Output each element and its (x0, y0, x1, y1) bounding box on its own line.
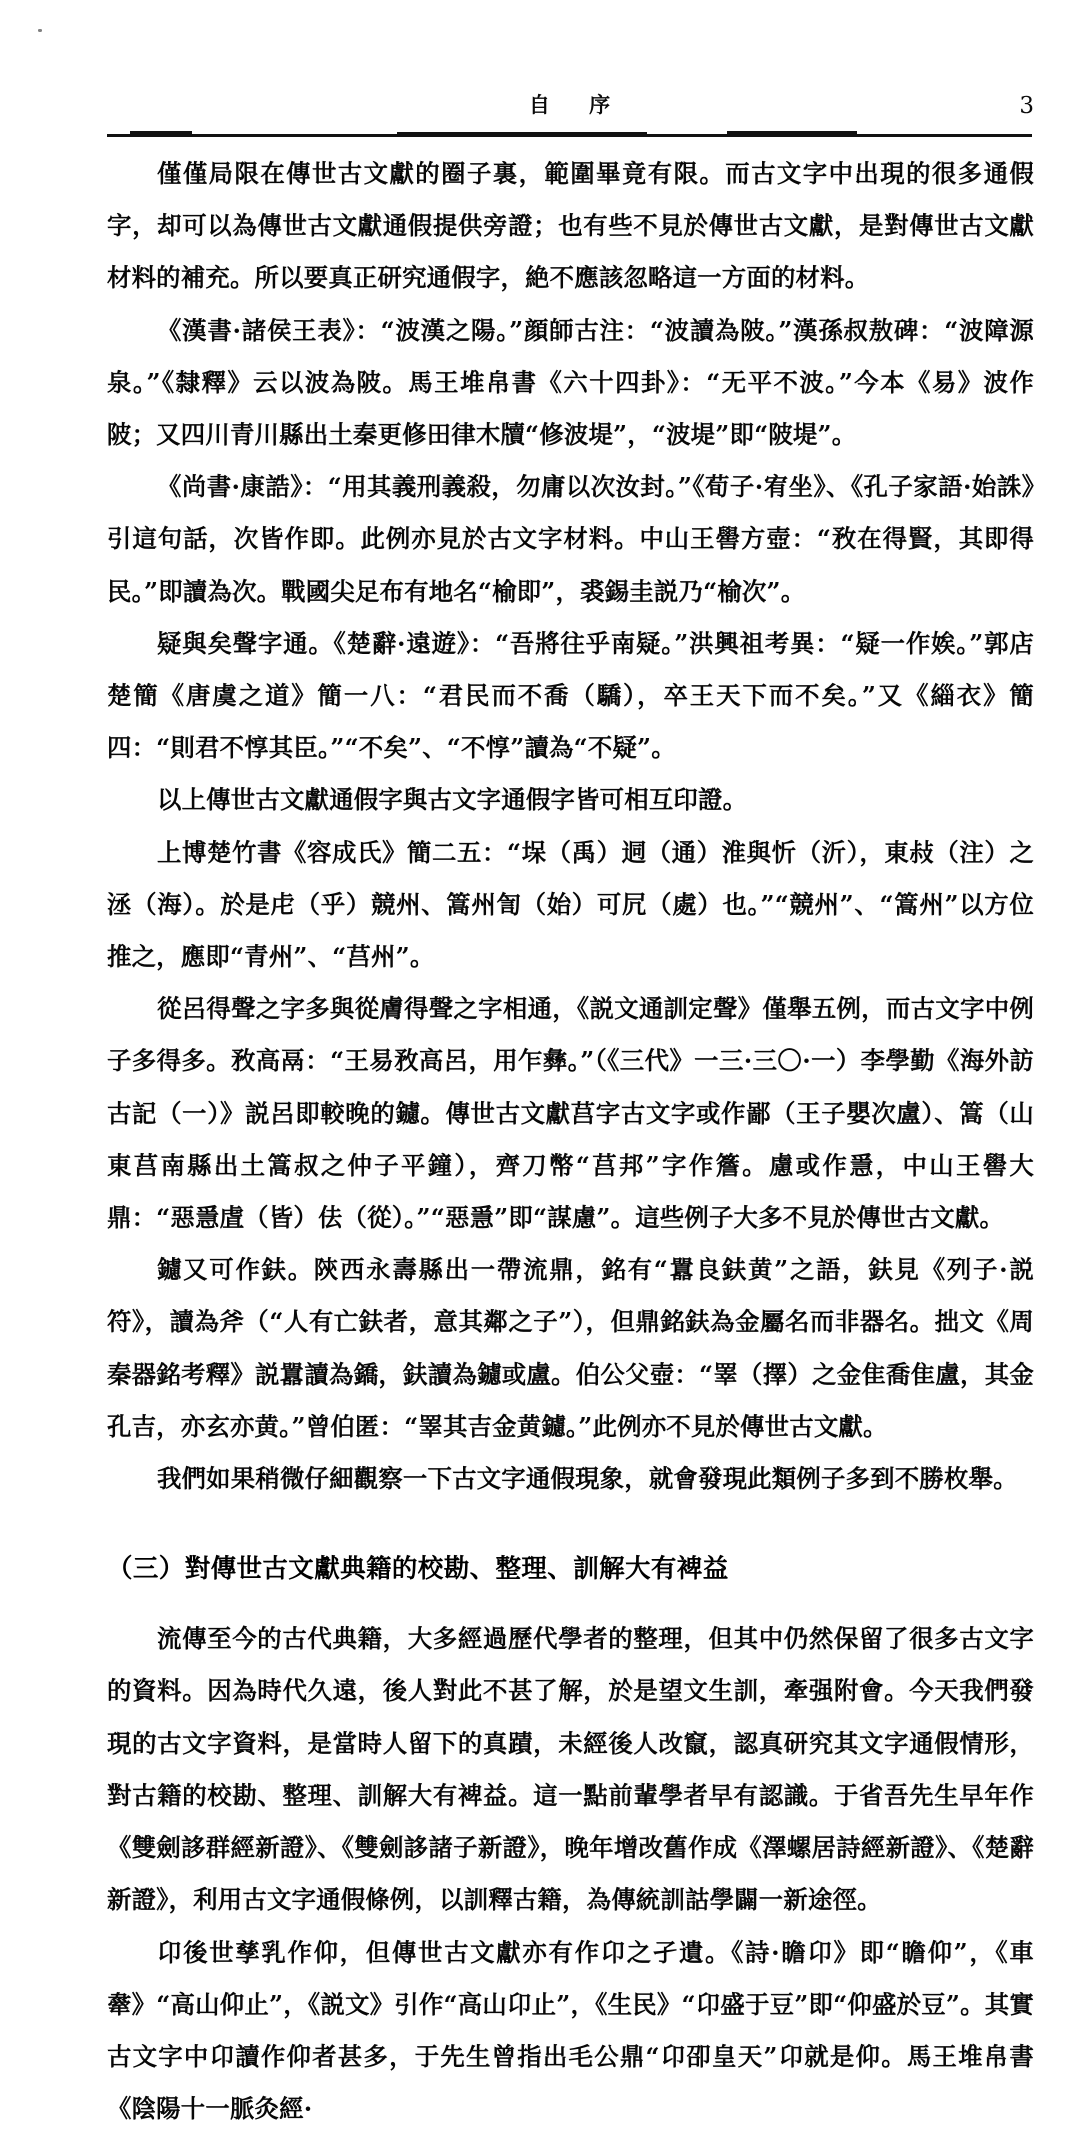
spacer (107, 1505, 1034, 1519)
page-number: 3 (1019, 92, 1034, 120)
paragraph: 僅僅局限在傳世古文獻的圈子裏，範圍畢竟有限。而古文字中出現的很多通假字，却可以為傳世古文獻通假提供旁證；也有些不見於傳世古文獻，是對傳世古文獻材料的補充。所以要真正研究通假字，絶不應該忽略這一方面的材料。 (107, 148, 1034, 305)
paragraph: 以上傳世古文獻通假字與古文字通假字皆可相互印證。 (107, 774, 1034, 826)
paragraph: 從呂得聲之字多與從膚得聲之字相通，《説文通訓定聲》僅舉五例，而古文字中例子多得多。敄高鬲：“王易敄高呂，用乍彝。”（《三代》一三·三〇·一）李學勤《海外訪古記（一）》説呂即較晚的鑢。傳世古文獻莒字古文字或作鄙（王子嬰次盧）、篙（山東莒南縣出土篙叔之仲子平鐘），齊刀幣“莒邦”字作簷。慮或作㥯，中山王嚳大鼎：“惡㥯虘（皆）佉（從）。”“惡㥯”即“謀慮”。這些例子大多不見於傳世古文獻。 (107, 983, 1034, 1244)
header-rule-ink-blot (130, 131, 192, 135)
paragraph: 上博楚竹書《容成氏》簡二五：“㙅（禹）迵（通）淮與忻（沂），東敊（注）之洆（海）。於是虍（乎）競州、篙州訇（始）可凥（處）也。”“競州”、“篙州”以方位推之，應即“青州”、“莒州”。 (107, 827, 1034, 984)
running-head (107, 90, 1032, 138)
paragraph: 疑與矣聲字通。《楚辭·遠遊》：“吾將往乎南疑。”洪興祖考異：“疑一作娭。”郭店楚簡《唐虞之道》簡一八：“君民而不喬（驕），卒王天下而不矣。”又《緇衣》簡四：“則君不惇其臣。”“不矣”、“不惇”讀為“不疑”。 (107, 618, 1034, 775)
page-body (107, 148, 1034, 2135)
running-head-title: 自 序 (107, 90, 1032, 120)
spacer (107, 1605, 1034, 1613)
paragraph: 《漢書·諸侯王表》：“波漢之陽。”顔師古注：“波讀為陂。”漢孫叔敖碑：“波障源泉。”《隸釋》云以波為陂。馬王堆帛書《六十四卦》：“无平不波。”今本《易》波作陂；又四川青川縣出土秦更修田律木牘“修波堤”，“波堤”即“陂堤”。 (107, 305, 1034, 462)
paragraph: 卬後世孳乳作仰，但傳世古文獻亦有作卬之孑遺。《詩·瞻卬》即“瞻仰”，《車舝》“高山仰止”，《説文》引作“高山卬止”，《生民》“卬盛于豆”即“仰盛於豆”。其實古文字中卬讀作仰者甚多，于先生曾指出毛公鼎“卬卲皇天”卬就是仰。馬王堆帛書《陰陽十一脈灸經· (107, 1927, 1034, 2135)
paragraph: 流傳至今的古代典籍，大多經過歷代學者的整理，但其中仍然保留了很多古文字的資料。因為時代久遠，後人對此不甚了解，於是望文生訓，牽强附會。今天我們發現的古文字資料，是當時人留下的真蹟，未經後人改竄，認真研究其文字通假情形，對古籍的校勘、整理、訓解大有裨益。這一點前輩學者早有認識。于省吾先生早年作《雙劍誃群經新證》、《雙劍誃諸子新證》，晚年增改舊作成《澤螺居詩經新證》、《楚辭新證》，利用古文字通假條例，以訓釋古籍，為傳統訓詁學闢一新途徑。 (107, 1613, 1034, 1926)
paragraph: 我們如果稍微仔細觀察一下古文字通假現象，就會發現此類例子多到不勝枚舉。 (107, 1453, 1034, 1505)
scan-artifact-speck (38, 29, 42, 32)
section-heading: （三）對傳世古文獻典籍的校勘、整理、訓解大有裨益 (107, 1519, 1034, 1605)
header-rule (107, 134, 1032, 137)
paragraph: 《尚書·康誥》：“用其義刑義殺，勿庸以次汝封。”《荀子·宥坐》、《孔子家語·始誅》引這句話，次皆作即。此例亦見於古文字材料。中山王嚳方壺：“敄在得賢，其即得民。”即讀為次。戰國尖足布有地名“榆即”，裘錫圭説乃“榆次”。 (107, 461, 1034, 618)
paragraph: 鑢又可作鈇。陝西永壽縣出一帶流鼎，銘有“囂良鈇黄”之語，鈇見《列子·説符》，讀為斧（“人有亡鈇者，意其鄰之子”），但鼎銘鈇為金屬名而非器名。拙文《周秦器銘考釋》説囂讀為鐈，鈇讀為鑢或盧。伯公父壺：“睪（擇）之金隹喬隹盧，其金孔吉，亦玄亦黄。”曾伯匿：“睪其吉金黄鑢。”此例亦不見於傳世古文獻。 (107, 1244, 1034, 1453)
